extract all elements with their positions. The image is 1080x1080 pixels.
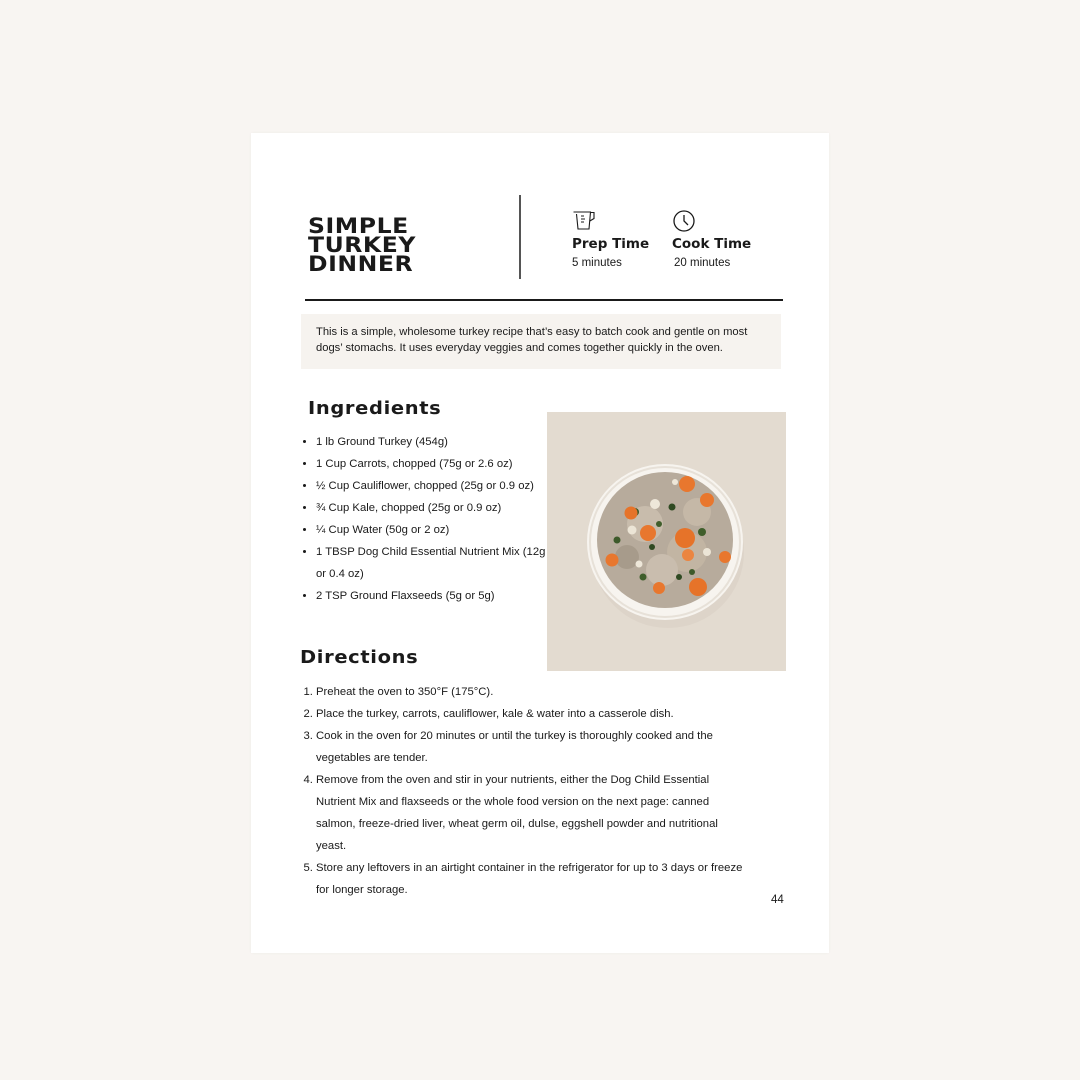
turkey-dinner-photo	[547, 412, 786, 671]
directions-list	[300, 681, 746, 901]
title-line-3: DINNER	[308, 252, 414, 276]
title-line-2: TURKEY	[308, 233, 416, 257]
recipe-page	[251, 133, 829, 953]
directions-heading: Directions	[300, 647, 419, 668]
prep-time-label: Prep Time	[572, 236, 650, 252]
prep-time-value: 5 minutes	[572, 257, 622, 269]
ingredient-item: • 1 lb Ground Turkey (454g)	[316, 431, 546, 453]
direction-step: 2. Place the turkey, carrots, cauliflower, kale & water into a casserole dish.	[316, 703, 746, 725]
ingredients-heading: Ingredients	[308, 398, 442, 419]
direction-step: 3. Cook in the oven for 20 minutes or until the turkey is thoroughly cooked and the vegetables are tender.	[316, 725, 746, 769]
ingredient-item: • ¼ Cup Water (50g or 2 oz)	[316, 519, 546, 541]
recipe-title	[308, 214, 532, 276]
header-divider	[519, 195, 521, 279]
intro-text: This is a simple, wholesome turkey recipe that’s easy to batch cook and gentle on most dogs’ stomachs. It uses everyday veggies and comes together quickly in the oven.	[301, 314, 781, 369]
ingredient-item: • 1 TBSP Dog Child Essential Nutrient Mix (12g or 0.4 oz)	[316, 541, 546, 585]
clock-icon	[672, 209, 696, 233]
ingredients-list	[300, 431, 546, 607]
title-line-1: SIMPLE	[308, 214, 409, 238]
cook-time-value: 20 minutes	[674, 257, 731, 269]
measuring-cup-icon	[572, 209, 596, 233]
prep-time-block	[572, 209, 649, 269]
header-rule	[305, 299, 783, 301]
direction-step: 4. Remove from the oven and stir in your nutrients, either the Dog Child Essential Nutrient Mix and flaxseeds or the whole food version on the next page: canned salmon, freeze-dried liver, wheat germ oil, dulse, eggshell powder and nutritional yeast.	[316, 769, 746, 857]
cook-time-label: Cook Time	[672, 236, 752, 252]
ingredient-item: • 1 Cup Carrots, chopped (75g or 2.6 oz)	[316, 453, 546, 475]
page-number: 44	[771, 894, 784, 906]
direction-step: 1. Preheat the oven to 350°F (175°C).	[316, 681, 746, 703]
cook-time-block	[672, 209, 751, 269]
ingredient-item: • ¾ Cup Kale, chopped (25g or 0.9 oz)	[316, 497, 546, 519]
direction-step: 5. Store any leftovers in an airtight container in the refrigerator for up to 3 days or freeze for longer storage.	[316, 857, 746, 901]
ingredient-item: • 2 TSP Ground Flaxseeds (5g or 5g)	[316, 585, 546, 607]
ingredient-item: • ½ Cup Cauliflower, chopped (25g or 0.9 oz)	[316, 475, 546, 497]
